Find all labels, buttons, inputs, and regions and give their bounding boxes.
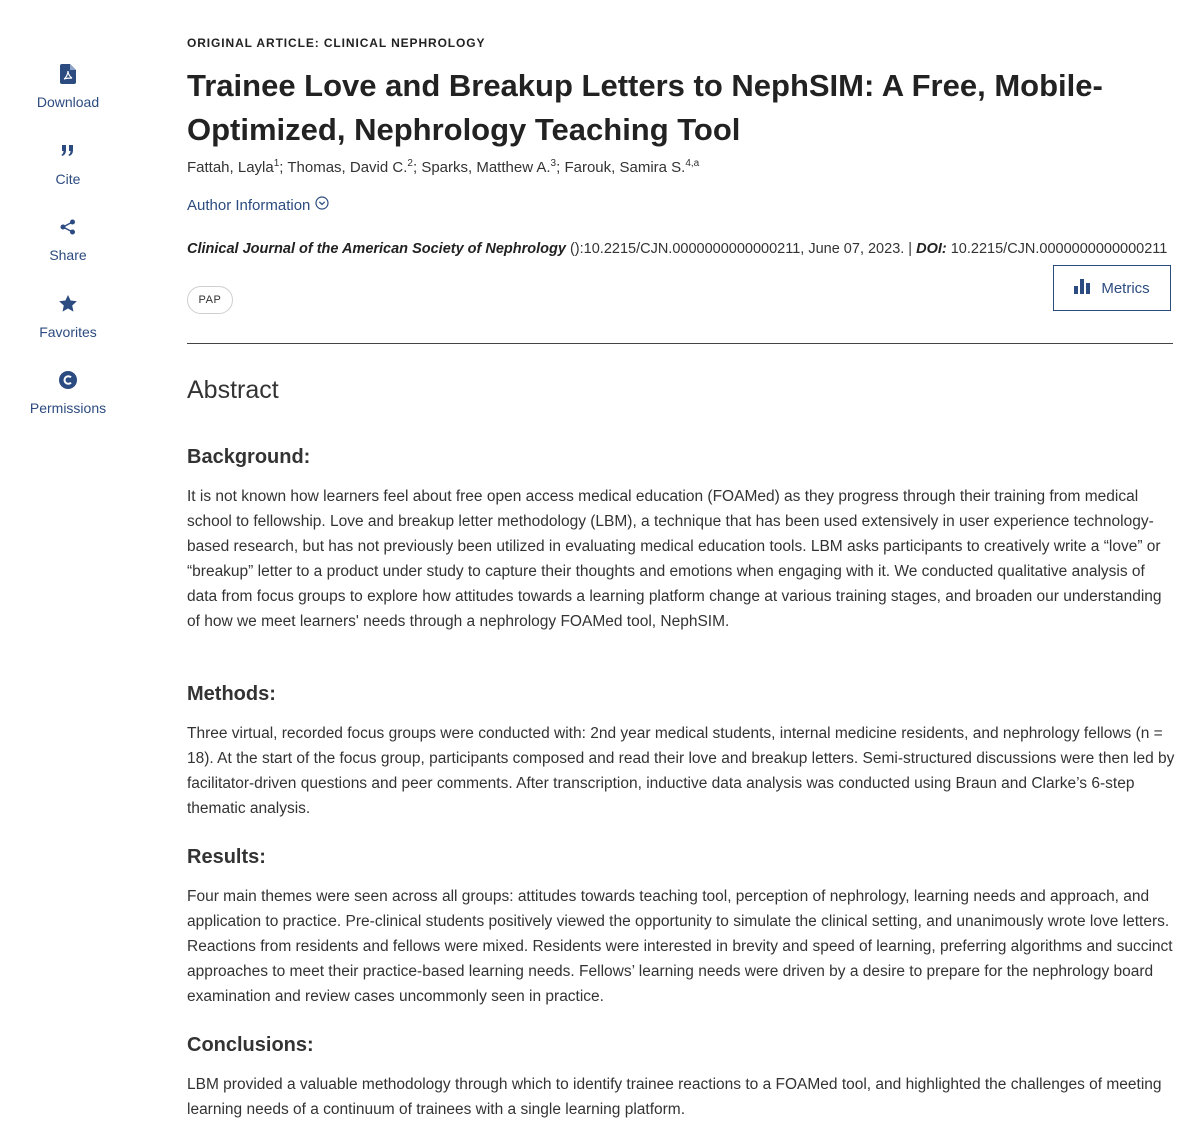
journal-name: Clinical Journal of the American Society of Nephrology — [187, 241, 566, 257]
copyright-icon — [56, 368, 80, 392]
author-information-label: Author Information — [187, 196, 311, 214]
abstract-section-text: It is not known how learners feel about free open access medical education (FOAMed) as they progress through their training from medical school to fellowship. Love and breakup letter methodology (LBM), a technique that has been used extensively in user experience technology-based research, but has not previously been utilized in evaluating medical education tools. LBM asks participants to creatively write a “love” or “breakup” letter to a product under study to capture their thoughts and emotions when engaging with it. We conducted qualitative analysis of data from focus groups to explore how attitudes towards a learning platform change at various training stages, and broaden our understanding of how we meet learners' needs through a nephrology FOAMed tool, NephSIM. — [187, 488, 1162, 630]
pdf-icon — [56, 62, 80, 86]
citation-line — [187, 241, 1177, 257]
abstract-heading: Abstract — [187, 376, 279, 404]
author-list: Fattah, Layla$^1$; Thomas, David C.$^2$; Sparks, Matthew A.$^3$; Farouk, Samira S.$^{4,a}$ — [187, 158, 700, 176]
metrics-button[interactable] — [1053, 265, 1171, 311]
share-label: Share — [49, 247, 87, 263]
author-information-toggle[interactable] — [187, 196, 329, 214]
download-label: Download — [36, 94, 100, 110]
article-title: Trainee Love and Breakup Letters to NephSIM: A Free, Mobile-Optimized, Nephrology Teaching Tool — [187, 68, 1103, 147]
chevron-down-icon — [315, 196, 329, 214]
cite-label: Cite — [55, 170, 81, 187]
abstract-section-heading: Conclusions: — [187, 1034, 314, 1056]
abstract-methods — [187, 681, 1177, 821]
abstract-section-heading: Results: — [187, 846, 266, 868]
metrics-label: Metrics — [1101, 279, 1150, 297]
favorites-label: Favorites — [39, 323, 97, 340]
share-button[interactable] — [0, 215, 136, 292]
quote-icon — [56, 139, 80, 163]
abstract-section-text: LBM provided a valuable methodology through which to identify trainee reactions to a FOAMed tool, and highlighted the challenges of meeting learning needs of a continuum of trainees with a single learning platform. — [187, 1076, 1162, 1118]
author-link[interactable]: Farouk, Samira S.$^{4,a}$ — [564, 158, 700, 176]
abstract-section-heading: Background: — [187, 446, 311, 468]
author-link[interactable]: Fattah, Layla$^1$ — [187, 158, 280, 176]
abstract-section-text: Three virtual, recorded focus groups were conducted with: 2nd year medical students, internal medicine residents, and nephrology fellows (n = 18). At the start of the focus group, participants composed and read their love and breakup letters. Semi-structured discussions were then led by facilitator-driven questions and peer comments. After transcription, inductive data analysis was conducted using Braun and Clarke’s 6-step thematic analysis. — [187, 725, 1175, 817]
abstract-conclusions — [187, 1032, 1177, 1122]
star-icon — [56, 292, 80, 316]
article-category: ORIGINAL ARTICLE: CLINICAL NEPHROLOGY — [187, 36, 486, 50]
section-divider — [187, 343, 1173, 344]
permissions-button[interactable] — [0, 368, 136, 445]
cite-button[interactable] — [0, 139, 136, 216]
abstract-section-heading: Methods: — [187, 683, 276, 705]
share-icon — [56, 215, 80, 239]
citation-details: ():10.2215/CJN.0000000000000211, June 07, 2023. | — [565, 241, 917, 257]
abstract-section-text: Four main themes were seen across all groups: attitudes towards teaching tool, perception of nephrology, learning needs and approach, and application to practice. Pre-clinical students positively viewed the opportunity to simulate the clinical setting, and unanimously wrote love letters. Reactions from residents and fellows were mixed. Residents were interested in brevity and speed of learning, preferring algorithms and succinct approaches to meet their practice-based learning needs. Fellows’ learning needs were driven by a desire to prepare for the nephrology board examination and review cases uncommonly seen in practice. — [187, 888, 1173, 1005]
favorites-button[interactable] — [0, 292, 136, 369]
download-button[interactable] — [0, 62, 136, 139]
author-link[interactable]: Sparks, Matthew A.$^3$ — [421, 158, 557, 176]
abstract-background — [187, 444, 1177, 634]
doi-value[interactable]: 10.2215/CJN.0000000000000211 — [946, 241, 1168, 257]
permissions-label: Permissions — [29, 400, 107, 416]
article-tools-sidebar — [0, 62, 136, 445]
bar-chart-icon — [1074, 279, 1091, 298]
pap-badge: PAP — [187, 286, 233, 314]
abstract-results — [187, 844, 1177, 1009]
doi-label: DOI: — [916, 241, 947, 257]
author-link[interactable]: Thomas, David C.$^2$ — [287, 158, 413, 176]
